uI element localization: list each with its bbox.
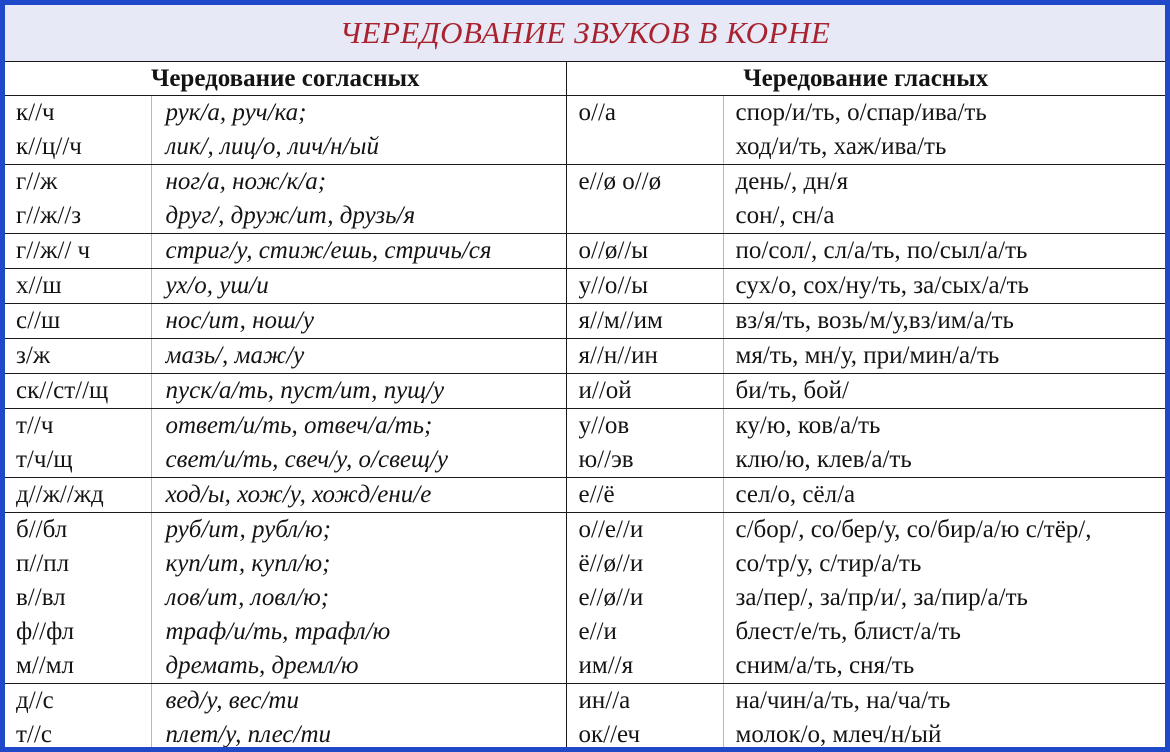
- consonant-pair-line: б//бл: [16, 516, 68, 543]
- consonant-example-line: лик/, лиц/о, лич/н/ый: [165, 133, 379, 160]
- consonant-pair-line: х//ш: [16, 272, 62, 299]
- consonant-pair-cell: [5, 684, 151, 748]
- consonant-pair-cell: [5, 374, 151, 409]
- vowel-pair-line: е//ё: [578, 481, 615, 508]
- consonant-example-cell: [151, 513, 566, 684]
- vowel-example-line: по/сол/, сл/а/ть, по/сыл/а/ть: [735, 237, 1028, 264]
- vowel-example-line: мя/ть, мн/у, при/мин/а/ть: [735, 342, 1000, 369]
- vowel-pair-line: у//ов: [578, 412, 630, 439]
- vowel-example-cell: [723, 165, 1165, 234]
- vowel-pair-line: им//я: [578, 652, 634, 679]
- vowel-pair-line: е//ø//и: [578, 584, 644, 611]
- vowel-example-line: день/, дн/я: [735, 168, 849, 195]
- vowel-example-cell: [723, 374, 1165, 409]
- vowel-example-cell: [723, 339, 1165, 374]
- vowel-example-line: за/пер/, за/пр/и/, за/пир/а/ть: [735, 584, 1028, 611]
- vowel-example-cell: [723, 269, 1165, 304]
- table-row: [5, 96, 1165, 165]
- consonant-example-line: куп/ит, купл/ю;: [165, 550, 331, 577]
- consonant-pair-line: ф//фл: [16, 618, 75, 645]
- vowel-pair-line: о//а: [578, 99, 616, 126]
- consonant-example-cell: [151, 684, 566, 748]
- vowel-pair-line: у//о//ы: [578, 272, 649, 299]
- consonant-pair-cell: [5, 304, 151, 339]
- consonant-example-line: ответ/и/ть, отвеч/а/ть;: [165, 412, 433, 439]
- table-row: [5, 684, 1165, 748]
- title-banner: [5, 5, 1165, 62]
- consonant-example-cell: [151, 478, 566, 513]
- vowel-example-line: сним/а/ть, сня/ть: [735, 652, 915, 679]
- vowel-example-cell: [723, 684, 1165, 748]
- consonant-example-line: ног/а, нож/к/а;: [165, 168, 327, 195]
- consonant-pair-line: т/ч/щ: [16, 446, 73, 473]
- vowel-pair-cell: [566, 96, 723, 165]
- consonant-pair-line: г//ж//з: [16, 202, 82, 229]
- consonant-example-line: руб/ит, рубл/ю;: [165, 516, 331, 543]
- consonant-example-line: траф/и/ть, трафл/ю: [165, 618, 391, 645]
- vowel-example-line: с/бор/, со/бер/у, со/бир/а/ю с/тёр/,: [735, 516, 1092, 543]
- table-row: [5, 374, 1165, 409]
- consonant-pair-line: ск//ст//щ: [16, 377, 109, 404]
- vowel-example-line: ку/ю, ков/а/ть: [735, 412, 881, 439]
- consonant-pair-line: г//ж: [16, 168, 58, 195]
- consonant-example-line: стриг/у, стиж/ешь, стричь/ся: [165, 237, 492, 264]
- consonant-example-line: рук/а, руч/ка;: [165, 99, 307, 126]
- vowel-pair-line: я//м//им: [578, 307, 663, 334]
- vowel-example-line: би/ть, бой/: [735, 377, 849, 404]
- consonant-example-line: свет/и/ть, свеч/у, о/свещ/у: [165, 446, 448, 473]
- consonant-pair-line: з/ж: [16, 342, 51, 369]
- vowel-pair-cell: [566, 234, 723, 269]
- vowel-pair-cell: [566, 339, 723, 374]
- consonant-example-line: вед/у, вес/ти: [165, 687, 299, 714]
- table-row: [5, 339, 1165, 374]
- table-row: [5, 234, 1165, 269]
- vowel-pair-cell: [566, 269, 723, 304]
- vowel-pair-line: е//ø о//ø: [578, 168, 662, 195]
- vowel-example-cell: [723, 234, 1165, 269]
- vowel-pair-cell: [566, 684, 723, 748]
- consonant-example-cell: [151, 234, 566, 269]
- consonant-pair-line: м//мл: [16, 652, 75, 679]
- consonant-pair-line: д//с: [16, 687, 54, 714]
- consonant-example-cell: [151, 165, 566, 234]
- table-row: [5, 304, 1165, 339]
- vowel-pair-line: ю//эв: [578, 446, 634, 473]
- vowel-example-line: ход/и/ть, хаж/ива/ть: [735, 133, 947, 160]
- alternation-table: [5, 62, 1165, 747]
- vowel-pair-cell: [566, 304, 723, 339]
- consonant-pair-cell: [5, 478, 151, 513]
- vowel-example-line: сух/о, сох/ну/ть, за/сых/а/ть: [735, 272, 1029, 299]
- header-vowels: Чередование гласных: [566, 62, 1165, 96]
- page-title: ЧЕРЕДОВАНИЕ ЗВУКОВ В КОРНЕ: [339, 15, 831, 50]
- vowel-example-cell: [723, 409, 1165, 478]
- vowel-pair-line: [579, 199, 723, 233]
- consonant-pair-cell: [5, 339, 151, 374]
- consonant-pair-cell: [5, 96, 151, 165]
- vowel-example-line: сон/, сн/а: [735, 202, 835, 229]
- consonant-example-cell: [151, 409, 566, 478]
- consonant-pair-cell: [5, 513, 151, 684]
- vowel-pair-cell: [566, 409, 723, 478]
- consonant-example-line: лов/ит, ловл/ю;: [165, 584, 330, 611]
- consonant-example-cell: [151, 269, 566, 304]
- vowel-pair-line: [579, 130, 723, 164]
- vowel-pair-cell: [566, 478, 723, 513]
- consonant-pair-line: т//ч: [16, 412, 54, 439]
- vowel-pair-line: ё//ø//и: [578, 550, 644, 577]
- consonant-pair-line: к//ч: [16, 99, 55, 126]
- header-consonants: Чередование согласных: [5, 62, 566, 96]
- consonant-pair-cell: [5, 409, 151, 478]
- vowel-pair-cell: [566, 513, 723, 684]
- vowel-example-cell: [723, 96, 1165, 165]
- vowel-pair-cell: [566, 165, 723, 234]
- table-header-row: [5, 62, 1165, 96]
- consonant-pair-line: г//ж// ч: [16, 237, 91, 264]
- consonant-pair-line: п//пл: [16, 550, 70, 577]
- consonant-pair-line: с//ш: [16, 307, 61, 334]
- vowel-pair-line: и//ой: [578, 377, 632, 404]
- vowel-example-cell: [723, 304, 1165, 339]
- consonant-example-line: пуск/а/ть, пуст/ит, пущ/у: [165, 377, 445, 404]
- vowel-example-cell: [723, 478, 1165, 513]
- vowel-pair-line: я//н//ин: [578, 342, 658, 369]
- table-row: [5, 409, 1165, 478]
- vowel-example-line: со/тр/у, с/тир/а/ть: [735, 550, 922, 577]
- vowel-example-line: спор/и/ть, о/спар/ива/ть: [735, 99, 987, 126]
- table-row: [5, 478, 1165, 513]
- table-row: [5, 269, 1165, 304]
- consonant-pair-cell: [5, 234, 151, 269]
- consonant-example-line: ход/ы, хож/у, хожд/ени/е: [165, 481, 432, 508]
- consonant-example-cell: [151, 339, 566, 374]
- consonant-example-line: друг/, друж/ит, друзь/я: [165, 202, 416, 229]
- vowel-pair-line: е//и: [578, 618, 617, 645]
- consonant-example-line: плет/у, плес/ти: [165, 721, 332, 747]
- vowel-example-line: клю/ю, клев/а/ть: [735, 446, 912, 473]
- vowel-pair-line: о//е//и: [578, 516, 644, 543]
- consonant-example-cell: [151, 96, 566, 165]
- consonant-example-cell: [151, 374, 566, 409]
- table-body: [5, 96, 1165, 748]
- consonant-pair-line: к//ц//ч: [16, 133, 82, 160]
- table-row: [5, 513, 1165, 684]
- vowel-pair-cell: [566, 374, 723, 409]
- vowel-example-cell: [723, 513, 1165, 684]
- table-row: [5, 165, 1165, 234]
- consonant-pair-line: т//с: [16, 721, 52, 747]
- vowel-example-line: вз/я/ть, возь/м/у,вз/им/а/ть: [735, 307, 1014, 334]
- consonant-example-line: мазь/, маж/у: [165, 342, 305, 369]
- vowel-pair-line: о//ø//ы: [578, 237, 649, 264]
- vowel-example-line: сел/о, сёл/а: [735, 481, 856, 508]
- vowel-pair-line: ок//еч: [578, 721, 641, 747]
- consonant-example-cell: [151, 304, 566, 339]
- vowel-pair-line: ин//а: [578, 687, 631, 714]
- vowel-example-line: блест/е/ть, блист/а/ть: [735, 618, 961, 645]
- vowel-example-line: молок/о, млеч/н/ый: [735, 721, 942, 747]
- consonant-pair-line: в//вл: [16, 584, 66, 611]
- consonant-example-line: дремать, дремл/ю: [165, 652, 359, 679]
- consonant-example-line: ух/о, уш/и: [165, 272, 269, 299]
- consonant-pair-cell: [5, 269, 151, 304]
- document-frame: [5, 5, 1165, 747]
- vowel-example-line: на/чин/а/ть, на/ча/ть: [735, 687, 951, 714]
- consonant-pair-line: д//ж//жд: [16, 481, 104, 508]
- consonant-pair-cell: [5, 165, 151, 234]
- consonant-example-line: нос/ит, нош/у: [165, 307, 314, 334]
